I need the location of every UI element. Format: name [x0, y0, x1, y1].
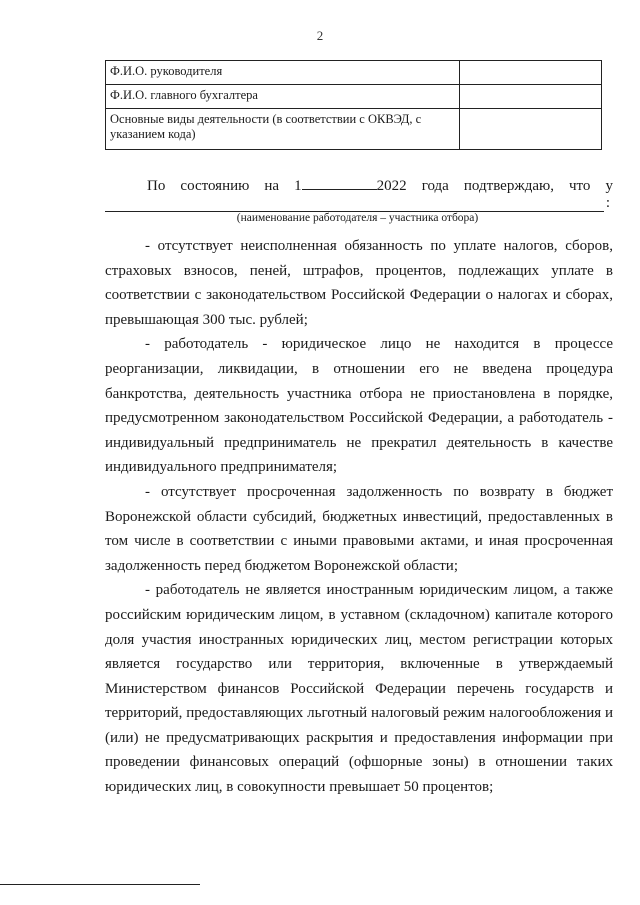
table-label-director: Ф.И.О. руководителя	[106, 61, 460, 85]
confirmation-word: что	[569, 178, 591, 194]
table-row	[106, 85, 602, 109]
date-field	[294, 175, 407, 195]
declaration-body	[105, 234, 613, 800]
date-blank	[302, 175, 377, 190]
employer-info-table	[105, 60, 602, 150]
blank-rule	[105, 199, 604, 212]
table-label-activities: Основные виды деятельности (в соответствии с ОКВЭД, с указанием кода)	[106, 109, 460, 150]
confirmation-word: года	[421, 178, 449, 194]
employer-name-caption: (наименование работодателя – участника отбора)	[236, 212, 479, 224]
employer-name-blank	[105, 195, 610, 212]
declaration-paragraph: - работодатель - юридическое лицо не находится в процессе реорганизации, ликвидации, в отношении его не введена процедура банкротства, деятельность участника отбора не приостановлена в порядке, предусмотренном законодательством Российской Федерации, а работодатель - индивидуальный предприниматель не прекратил деятельность в качестве индивидуального предпринимателя;	[105, 336, 613, 476]
confirmation-word: По	[147, 178, 166, 194]
confirmation-word: подтверждаю,	[463, 178, 554, 194]
declaration-paragraph: - отсутствует неисполненная обязанность по уплате налогов, сборов, страховых взносов, пеней, штрафов, процентов, подлежащих уплате в соответствии с законодательством Российской Федерации о налогах и сборах, превышающая 300 тыс. рублей;	[105, 238, 613, 328]
confirmation-word: у	[605, 178, 613, 194]
footnote-divider	[0, 884, 200, 885]
confirmation-word: на	[264, 178, 280, 194]
declaration-paragraph: - отсутствует просроченная задолженность по возврату в бюджет Воронежской области субсидий, бюджетных инвестиций, предоставленных в том числе в соответствии с иными правовыми актами, и иная просроченная задолженность перед бюджетом Воронежской области;	[105, 483, 613, 574]
table-value-accountant	[460, 85, 602, 109]
date-day: 1	[294, 178, 302, 194]
table-row	[106, 61, 602, 85]
colon: :	[605, 195, 610, 211]
confirmation-word: состоянию	[180, 178, 250, 194]
date-year: 2022	[376, 178, 407, 194]
table-row	[106, 109, 602, 150]
page-number: 2	[316, 28, 324, 43]
table-value-activities	[460, 109, 602, 150]
table-value-director	[460, 61, 602, 85]
table-label-accountant: Ф.И.О. главного бухгалтера	[106, 85, 460, 109]
declaration-paragraph: - работодатель не является иностранным юридическим лицом, а также российским юридическим лицом, в уставном (складочном) капитале которого доля участия иностранных юридических лиц, местом регистрации которых является государство или территория, включенные в утверждаемый Министерством финансов Российской Федерации перечень государств и территорий, предоставляющих льготный налоговый режим налогообложения и (или) не предусматривающих раскрытия и предоставления информации при проведении финансовых операций (офшорные зоны) в отношении таких юридических лиц, в совокупности превышает 50 процентов;	[105, 582, 613, 796]
confirmation-line	[147, 175, 613, 195]
